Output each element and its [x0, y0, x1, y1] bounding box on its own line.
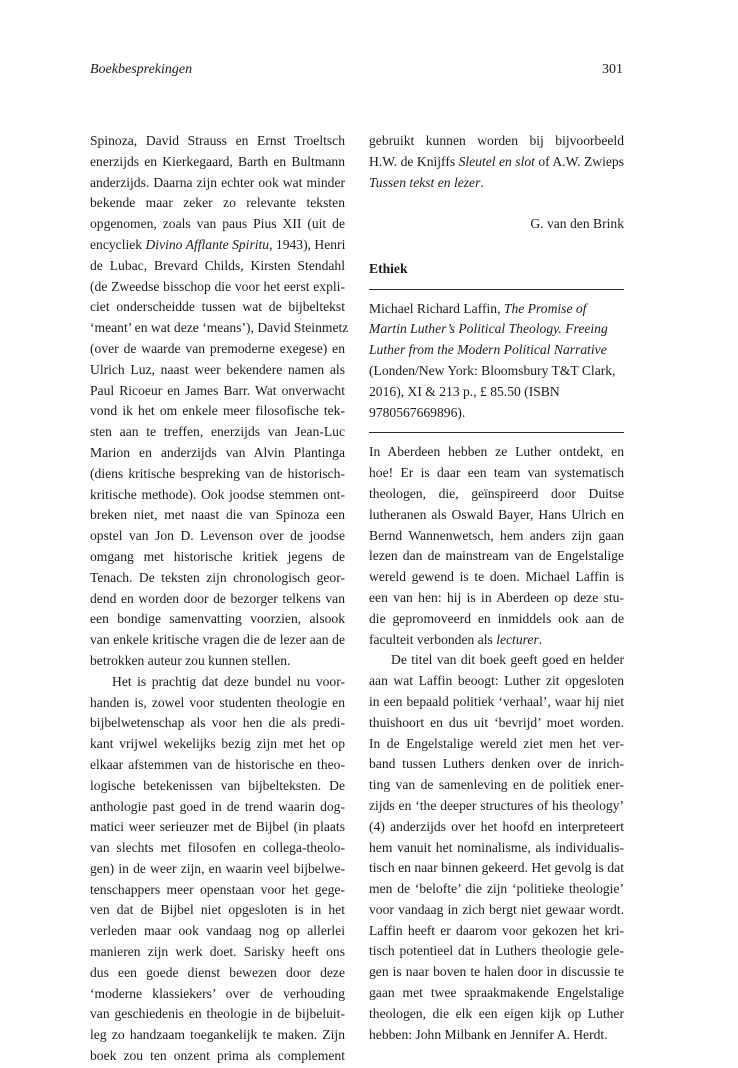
- text-run: thuishoort en dus uit ‘bevrijd’ moet worden.: [369, 714, 624, 730]
- text-run: vond ik het om enkele meer filosofische tek-: [90, 403, 345, 419]
- text-run: (4) anderzijds over het hoofd en interpreteert: [369, 818, 624, 834]
- text-line: [90, 838, 345, 859]
- text-line: [369, 671, 624, 692]
- text-run: ciet onderscheidde tussen wat de bijbeltekst: [90, 299, 345, 315]
- text-line: [90, 422, 345, 443]
- text-line: [369, 858, 624, 879]
- text-run: kant vrijwel wekelijks bezig zijn met het op: [90, 736, 345, 752]
- text-line: [90, 193, 345, 214]
- text-line: [90, 131, 345, 152]
- text-run: hem vanuit het nominalisme, als individualis-: [369, 839, 624, 855]
- text-run: manieren zijn werk doet. Sarisky heeft ons: [90, 944, 345, 960]
- text-run: ‘moderne klassiekers’ over de verhouding: [90, 985, 345, 1001]
- text-line: [90, 401, 345, 422]
- text-run: gen is naar boven te halen door in discussie te: [369, 964, 624, 980]
- text-line: [90, 609, 345, 630]
- text-run: voor vandaag in zich bergt niet gewaar wordt.: [369, 901, 624, 917]
- text-line: [90, 672, 345, 693]
- text-run: Marion en anderzijds van Alvin Plantinga: [90, 444, 345, 460]
- book-citation: [369, 299, 624, 424]
- text-run: breken niet, met naast die van Spinoza een: [90, 507, 345, 523]
- text-run: zijds en ‘the deeper structures of his theology’: [369, 797, 624, 813]
- text-line: [369, 921, 624, 942]
- text-line: [369, 983, 624, 1004]
- text-run: boek zou ten onzent prima als complement: [90, 1048, 345, 1064]
- text-run: dus een goede dienst bewezen door deze: [90, 964, 345, 980]
- text-run: omgang met historische kritiek jegens de: [90, 548, 345, 564]
- text-run: Laffin heeft er daarom voor gekozen het kri-: [369, 922, 624, 938]
- text-run: Ulrich Luz, naast weer bekendere namen als: [90, 361, 345, 377]
- text-line: [90, 505, 345, 526]
- text-line: [90, 880, 345, 901]
- text-run: tisch potentieel dat in Luthers theologie gele-: [369, 943, 624, 959]
- text-run: enerzijds en Kierkegaard, Barth en Bultmann: [90, 153, 345, 169]
- text-line: [90, 713, 345, 734]
- text-run: ‘meant’ en wat deze ‘means’), David Steinmetz: [90, 320, 349, 336]
- text-run: (over de waarde van premoderne exegese) en: [90, 340, 345, 356]
- text-line: [90, 152, 345, 173]
- left-column: [90, 131, 349, 1067]
- text-run: band tussen Luthers denken over de inrich-: [369, 756, 624, 772]
- text-run: van geschiedenis en theologie in de bijbeluit-: [90, 1006, 345, 1022]
- text-line: [369, 442, 624, 463]
- text-line: [90, 256, 345, 277]
- text-line: [90, 589, 345, 610]
- text-run: een van hen: hij is in Aberdeen op deze stu-: [369, 589, 624, 605]
- text-line: [90, 547, 345, 568]
- text-line: [369, 152, 624, 173]
- text-line: [369, 319, 624, 340]
- text-run: ting van de samenleving en de politiek ener-: [369, 777, 624, 793]
- text-line: [369, 567, 624, 588]
- text-line: [90, 942, 345, 963]
- text-run: verleden maar ook vandaag nog op allerlei: [90, 923, 345, 939]
- text-run: anderzijds. Daarna zijn echter ook wat minder: [90, 174, 345, 190]
- running-head: [90, 62, 623, 84]
- text-line: [90, 297, 345, 318]
- text-run: (de Zweedse bisschop die voor het eerst expli-: [90, 278, 345, 294]
- text-run: in een bepaald politiek ‘verhaal’, waar hij niet: [369, 693, 624, 709]
- text-line: [369, 382, 624, 403]
- text-run: In de Engelstalige wereld ziet men het ver-: [369, 735, 624, 751]
- text-run: De titel van dit boek geeft goed en helder: [391, 652, 624, 668]
- text-line: [369, 505, 624, 526]
- text-line: [369, 713, 624, 734]
- text-run: van enkele kritische vragen die de lezer aan de: [90, 632, 345, 648]
- text-line: [369, 754, 624, 775]
- text-line: [90, 235, 345, 256]
- text-line: [369, 650, 624, 671]
- text-line: [90, 381, 345, 402]
- text-line: [369, 299, 624, 320]
- text-line: [90, 859, 345, 880]
- text-run: H.W. de Knijffs: [369, 153, 459, 169]
- text-run: van slechts met filosofen en collega-theolo-: [90, 840, 345, 856]
- italic-text: Luther from the Modern Political Narrative: [369, 342, 607, 358]
- text-run: gen) in de weer zijn, en waarin veel bijbelwe-: [90, 860, 345, 876]
- paragraph-3: [369, 442, 624, 650]
- text-line: [90, 360, 345, 381]
- text-run: Bernd Wannenwetsch, hem anders zijn gaan: [369, 527, 624, 543]
- text-line: [369, 1025, 624, 1046]
- text-line: [90, 277, 345, 298]
- text-run: sten aan te treffen, enerzijds van Jean-Luc: [90, 424, 345, 440]
- text-run: matici weer serieuzer met de Bijbel (in plaats: [90, 819, 345, 835]
- text-run: wereld gewend is te doen. Michael Laffin is: [369, 569, 624, 585]
- text-run: theologen, die elk een eigen kijk op Luther: [369, 1005, 624, 1021]
- text-run: kritische methode). Ook joodse stemmen ont-: [90, 486, 345, 502]
- text-line: [369, 734, 624, 755]
- text-run: bijbelwetenschap als voor hen die als predi-: [90, 715, 345, 731]
- text-run: leg zo handzaam toegankelijk te maken. Zijn: [90, 1027, 345, 1043]
- paragraph-4: [369, 650, 624, 1045]
- text-line: [90, 568, 345, 589]
- italic-text: Divino Afflante Spiritu: [145, 236, 270, 252]
- text-run: elkaar afstemmen van de historische en theo-: [90, 756, 345, 772]
- italic-text: Tussen tekst en lezer: [369, 174, 481, 190]
- text-run: die gepromoveerd en inmiddels ook aan de: [369, 610, 624, 626]
- text-line: [90, 464, 345, 485]
- text-run: (diens kritische bespreking van de historisch-: [90, 465, 345, 481]
- reviewer-signature: G. van den Brink: [530, 216, 624, 232]
- text-run: tenschappers meer openstaan voor het gege-: [90, 881, 345, 897]
- text-run: aan wat Laffin beoogt: Luther zit opgesloten: [369, 673, 624, 689]
- text-run: Paul Ricoeur en James Barr. Wat onverwacht: [90, 382, 345, 398]
- text-run: een bondige samenvatting voorzien, alsook: [90, 611, 345, 627]
- text-line: [90, 630, 345, 651]
- text-run: de Lubac, Brevard Childs, Kirsten Stendahl: [90, 257, 345, 273]
- text-line: [90, 693, 345, 714]
- text-line: [90, 984, 345, 1005]
- text-line: [369, 775, 624, 796]
- text-line: [369, 838, 624, 859]
- text-line: [90, 443, 345, 464]
- text-line: [90, 921, 345, 942]
- heading-rule-bottom: [369, 432, 624, 433]
- text-line: [90, 817, 345, 838]
- section-heading: Ethiek: [369, 260, 408, 276]
- heading-rule-top: [369, 289, 624, 290]
- text-line: [369, 463, 624, 484]
- text-line: [369, 962, 624, 983]
- text-line: [90, 318, 349, 339]
- text-line: [90, 173, 345, 194]
- text-line: [90, 214, 345, 235]
- text-run: Tenach. De teksten zijn chronologisch geor-: [90, 569, 345, 585]
- text-line: [369, 630, 624, 651]
- text-line: [90, 900, 345, 921]
- text-line: [90, 1004, 345, 1025]
- text-run: encycliek: [90, 236, 146, 252]
- text-run: (Londen/New York: Bloomsbury T&T Clark,: [369, 362, 616, 378]
- text-line: [369, 817, 624, 838]
- text-run: Michael Richard Laffin,: [369, 300, 504, 316]
- text-run: gaan met twee spraakmakende Engelstalige: [369, 985, 624, 1001]
- text-run: hebben: John Milbank en Jennifer A. Herdt.: [369, 1026, 608, 1042]
- text-run: .: [480, 174, 484, 190]
- paragraph-1: [90, 131, 349, 672]
- text-run: betrokken auteur zou kunnen stellen.: [90, 652, 291, 668]
- text-run: 2016), XI & 213 p., £ 85.50 (ISBN: [369, 383, 560, 399]
- text-run: Het is prachtig dat deze bundel nu voor-: [112, 673, 345, 689]
- text-run: of A.W. Zwieps: [534, 153, 624, 169]
- text-run: logische betekenissen van bijbelteksten. De: [90, 777, 345, 793]
- text-line: [90, 1025, 345, 1046]
- text-run: , 1943), Henri: [269, 236, 346, 252]
- text-run: lezen dan de mainstream van de Engelstalige: [369, 548, 624, 564]
- text-line: [369, 1004, 624, 1025]
- text-line: [90, 963, 345, 984]
- text-line: [369, 173, 624, 194]
- text-line: [369, 546, 624, 567]
- text-run: .: [538, 631, 543, 647]
- text-line: [90, 776, 345, 797]
- section-title: Boekbesprekingen: [90, 62, 193, 77]
- text-run: bekende maar zeker zo relevante teksten: [90, 195, 345, 211]
- text-line: [90, 755, 345, 776]
- italic-text: The Promise of: [503, 300, 587, 316]
- text-line: [369, 131, 624, 152]
- text-line: [369, 796, 624, 817]
- text-run: opgenomen, zoals van paus Pius XII (uit de: [90, 216, 345, 232]
- text-run: theologen, die, geïnspireerd door Duitse: [369, 485, 624, 501]
- text-run: lutheranen als Oswald Bayer, Hans Ulrich en: [369, 506, 624, 522]
- text-run: hoe! Er is daar een team van systematisch: [369, 465, 624, 481]
- text-line: [369, 484, 624, 505]
- text-line: [369, 900, 624, 921]
- text-run: faculteit verbonden als: [369, 631, 497, 647]
- text-run: 9780567669896).: [369, 404, 466, 420]
- text-run: ven dat de Bijbel niet opgesloten is in het: [90, 902, 345, 918]
- text-run: opstel van Jon D. Levenson over de joodse: [90, 528, 345, 544]
- text-run: men de ‘belofte’ die zijn ‘politieke theologie’: [369, 881, 624, 897]
- text-line: [369, 526, 624, 547]
- page-number: 301: [602, 62, 623, 77]
- text-line: [369, 941, 624, 962]
- text-line: [369, 340, 624, 361]
- text-line: [90, 485, 345, 506]
- italic-text: lecturer: [496, 631, 539, 647]
- right-column: [369, 131, 624, 1045]
- text-run: Spinoza, David Strauss en Ernst Troeltsch: [90, 133, 345, 148]
- text-run: dend en worden door de bezorger telkens van: [90, 590, 345, 606]
- italic-text: Sleutel en slot: [458, 153, 535, 169]
- text-line: [90, 797, 345, 818]
- text-run: tisch en naar binnen gekeerd. Het gevolg is dat: [369, 860, 624, 876]
- text-run: In Aberdeen hebben ze Luther ontdekt, en: [369, 444, 624, 460]
- text-line: [369, 588, 624, 609]
- text-line: [90, 526, 345, 547]
- text-line: [90, 1046, 345, 1067]
- text-line: [369, 692, 624, 713]
- text-line: [369, 361, 624, 382]
- text-line: [90, 339, 345, 360]
- text-run: gebruikt kunnen worden bij bijvoorbeeld: [369, 133, 624, 148]
- paragraph-2: [90, 672, 345, 1067]
- text-run: handen is, zowel voor studenten theologie en: [90, 694, 345, 710]
- paragraph-continuation: [369, 131, 624, 193]
- text-line: [90, 734, 345, 755]
- text-line: [369, 609, 624, 630]
- text-line: [369, 403, 624, 424]
- text-line: [369, 879, 624, 900]
- text-run: anthologie past goed in de trend waarin dog-: [90, 798, 345, 814]
- italic-text: Martin Luther’s Political Theology. Freeing: [369, 321, 608, 337]
- text-line: [90, 651, 345, 672]
